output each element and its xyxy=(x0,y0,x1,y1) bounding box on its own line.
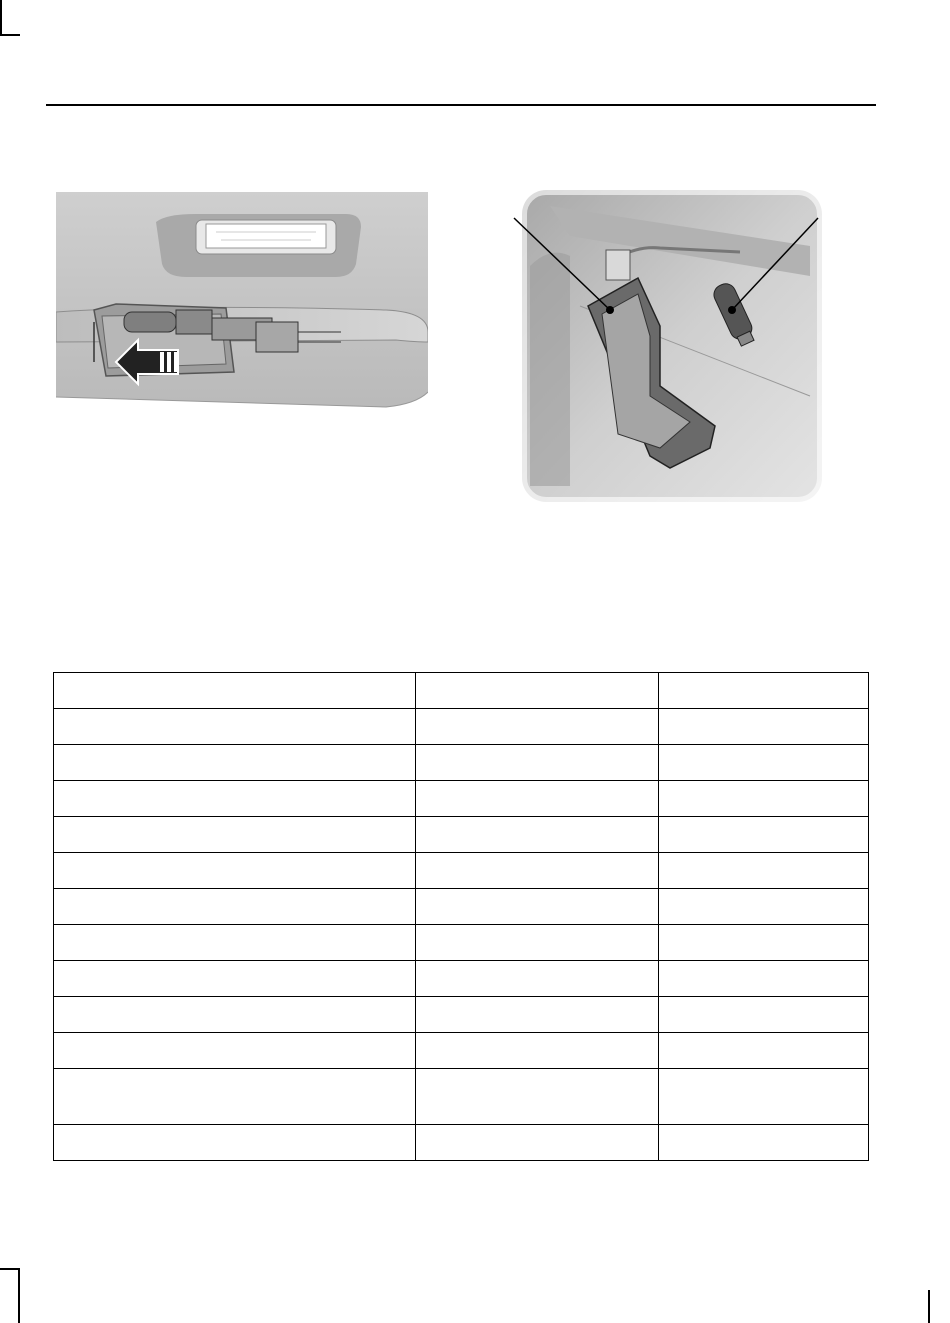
table-cell xyxy=(416,1069,659,1125)
table-cell xyxy=(416,817,659,853)
table-cell xyxy=(54,709,416,745)
table-cell xyxy=(659,853,869,889)
table-cell xyxy=(54,781,416,817)
table-cell xyxy=(54,853,416,889)
table-cell xyxy=(416,1125,659,1161)
table-cell xyxy=(54,997,416,1033)
table-cell xyxy=(54,889,416,925)
table-cell xyxy=(659,745,869,781)
table-cell xyxy=(54,745,416,781)
table-cell xyxy=(54,961,416,997)
table-row xyxy=(54,673,869,709)
table-row xyxy=(54,997,869,1033)
crop-mark-bottom-right xyxy=(928,1290,930,1323)
table-row xyxy=(54,889,869,925)
table-cell xyxy=(54,925,416,961)
table-cell xyxy=(659,709,869,745)
table-row xyxy=(54,961,869,997)
table-cell xyxy=(659,781,869,817)
table-cell xyxy=(659,925,869,961)
table-cell xyxy=(54,1069,416,1125)
table-cell xyxy=(659,961,869,997)
table-row xyxy=(54,781,869,817)
table-cell xyxy=(416,745,659,781)
table-cell xyxy=(416,997,659,1033)
table-cell xyxy=(416,673,659,709)
table-row xyxy=(54,853,869,889)
table-cell xyxy=(416,853,659,889)
table-row xyxy=(54,1033,869,1069)
crop-mark-bottom-left-vertical xyxy=(18,1268,20,1323)
interior-lamp-figure xyxy=(56,192,428,414)
table-row xyxy=(54,1069,869,1125)
table-cell xyxy=(54,817,416,853)
table-cell xyxy=(416,961,659,997)
table-cell xyxy=(659,889,869,925)
table-cell xyxy=(659,1125,869,1161)
crop-mark-bottom-left xyxy=(0,1268,20,1270)
header-rule xyxy=(46,104,876,106)
table-row xyxy=(54,745,869,781)
table-row xyxy=(54,709,869,745)
bulb-replacement-figure xyxy=(510,186,832,504)
table-cell xyxy=(659,817,869,853)
bulb-specification-table xyxy=(53,672,869,1161)
table-row xyxy=(54,1125,869,1161)
table-cell xyxy=(659,1069,869,1125)
crop-mark-top-left xyxy=(0,0,2,36)
table-cell xyxy=(659,673,869,709)
crop-mark-top-left-horizontal xyxy=(0,34,20,36)
table-cell xyxy=(416,781,659,817)
table-cell xyxy=(416,925,659,961)
table-cell xyxy=(659,997,869,1033)
table-cell xyxy=(416,709,659,745)
table-cell xyxy=(416,889,659,925)
table-row xyxy=(54,817,869,853)
table-cell xyxy=(54,673,416,709)
table-cell xyxy=(54,1125,416,1161)
table-cell xyxy=(416,1033,659,1069)
table-row xyxy=(54,925,869,961)
table-cell xyxy=(54,1033,416,1069)
table-cell xyxy=(659,1033,869,1069)
